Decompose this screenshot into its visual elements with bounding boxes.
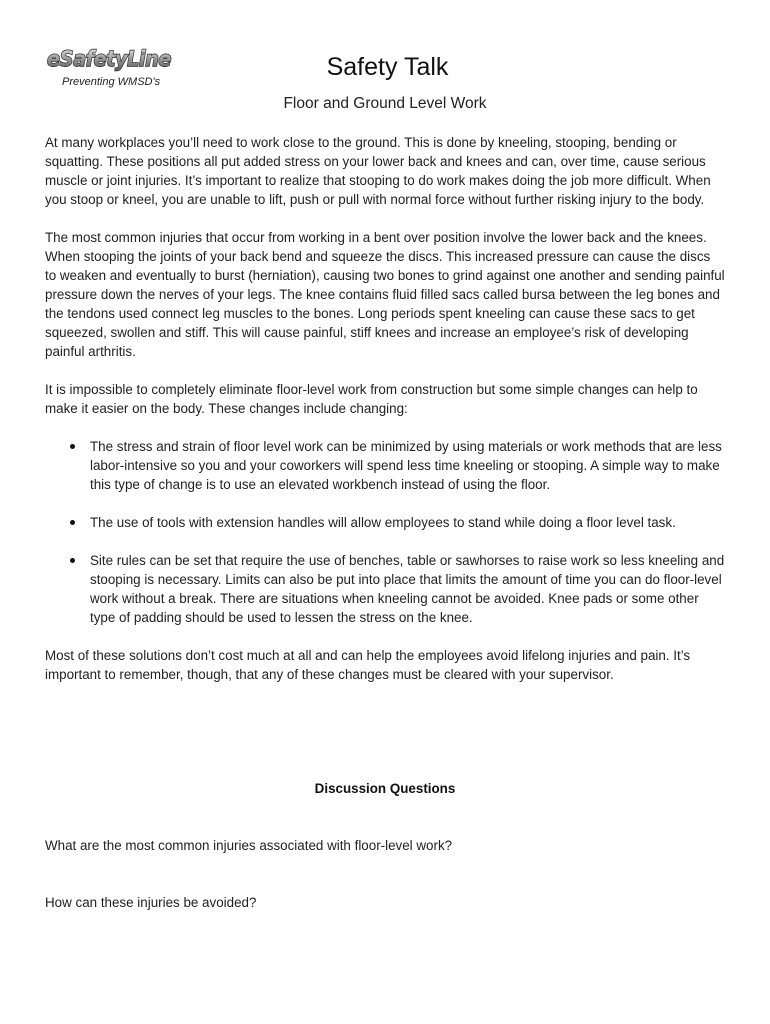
injuries-paragraph: The most common injuries that occur from working in a bent over position involve the lower back and the knees. When stooping the joints of your back bend and squeeze the discs. This increased pressure can cause the discs to weaken and eventually to burst (herniation), causing two bones to grind against one another and sending painful pressure down the nerves of your legs. The knee contains fluid filled sacs called bursa between the leg bones and the tendons used connect leg muscles to the bones. Long periods spent kneeling can cause these sacs to get squeezed, swollen and stiff. This will cause painful, stiff knees and increase an employee’s risk of developing painful arthritis. [45, 230, 725, 359]
bullet-icon [70, 558, 75, 563]
intro-paragraph: At many workplaces you’ll need to work close to the ground. This is done by kneeling, stooping, bending or squatting. These positions all put added stress on your lower back and knees and can, over time, cause serious muscle or joint injuries. It’s important to realize that stooping to do work makes doing the job more difficult. When you stoop or kneel, you are unable to lift, push or pull with normal force without further risking injury to the body. [45, 135, 711, 207]
list-item-text: The use of tools with extension handles will allow employees to stand while doing a floor level task. [90, 515, 676, 530]
list-item [45, 437, 725, 494]
page-subtitle: Floor and Ground Level Work [283, 95, 487, 112]
changes-paragraph: It is impossible to completely eliminate floor-level work from construction but some simple changes can help to make it easier on the body. These changes include changing: [45, 382, 698, 416]
bullet-icon [70, 520, 75, 525]
list-item-text: Site rules can be set that require the use of benches, table or sawhorses to raise work so less kneeling and stooping is necessary. Limits can also be put into place that limits the amount of time you can do floor-level work without a break. There are situations when kneeling cannot be avoided. Knee pads or some other type of padding should be used to lessen the stress on the knee. [90, 553, 725, 625]
page-title: Safety Talk [326, 53, 449, 81]
body-text [45, 133, 725, 703]
list-item [45, 551, 725, 627]
list-item-text: The stress and strain of floor level work can be minimized by using materials or work methods that are less labor-intensive so you and your coworkers will spend less time kneeling or stooping. A simple way to make this type of change is to use an elevated workbench instead of using the floor. [90, 439, 722, 492]
svg-text:eSafetyLine: eSafetyLine [47, 47, 172, 71]
changes-list [45, 437, 725, 627]
discussion-question: What are the most common injuries associated with floor-level work? [45, 838, 453, 853]
discussion-question: How can these injuries be avoided? [45, 895, 257, 910]
discussion-heading: Discussion Questions [314, 781, 456, 796]
closing-paragraph: Most of these solutions don’t cost much at all and can help the employees avoid lifelong injuries and pain. It’s important to remember, though, that any of these changes must be cleared with your supervisor. [45, 648, 691, 682]
list-item [45, 513, 725, 532]
logo-tagline: Preventing WMSD's [62, 76, 161, 88]
bullet-icon [70, 444, 75, 449]
